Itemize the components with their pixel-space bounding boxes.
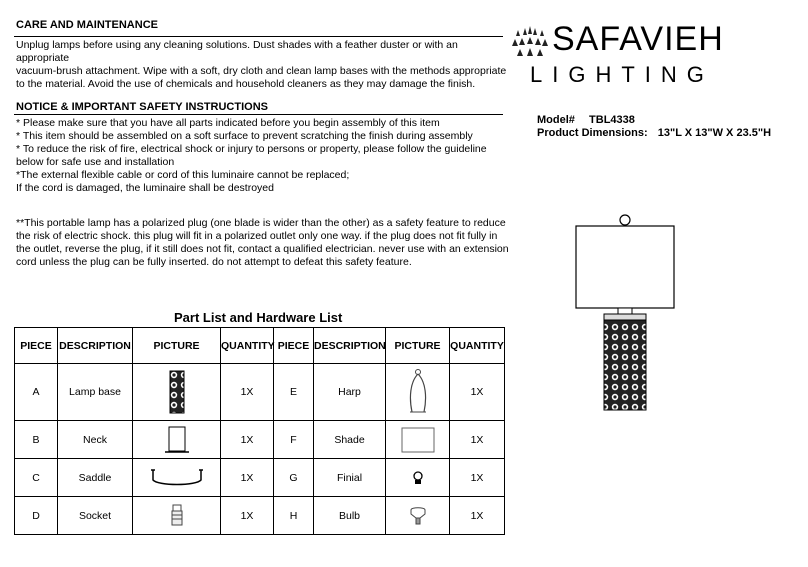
socket-icon xyxy=(170,504,184,528)
neck-icon xyxy=(163,425,191,455)
piece-cell: A xyxy=(15,364,58,421)
care-line: appropriate xyxy=(16,52,70,64)
notice-line: * To reduce the risk of fire, electrical shock or injury to persons or property, please follow the guideline xyxy=(16,143,487,155)
notice-line: If the cord is damaged, the luminaire shall be destroyed xyxy=(16,182,274,194)
notice-line: * This item should be assembled on a soft surface to prevent scratching the finish during assembly xyxy=(16,130,473,142)
description-cell: Bulb xyxy=(314,497,386,535)
harp-icon xyxy=(407,368,429,416)
notice-title: NOTICE & IMPORTANT SAFETY INSTRUCTIONS xyxy=(16,101,268,113)
care-line: vacuum-brush attachment. Wipe with a soft, dry cloth and clean lamp bases with the methods appropriate xyxy=(16,65,507,77)
bulb-icon xyxy=(409,506,427,526)
description-cell: Shade xyxy=(314,421,386,459)
header-description: DESCRIPTION xyxy=(314,328,386,364)
picture-cell xyxy=(386,364,450,421)
parts-title: Part List and Hardware List xyxy=(174,310,343,325)
description-cell: Lamp base xyxy=(58,364,133,421)
piece-cell: D xyxy=(15,497,58,535)
header-piece: PIECE xyxy=(274,328,314,364)
notice-text xyxy=(16,117,487,195)
piece-cell: B xyxy=(15,421,58,459)
header-quantity: QUANTITY xyxy=(221,328,274,364)
table-header-row xyxy=(15,328,505,364)
quantity-cell: 1X xyxy=(221,421,274,459)
care-line: to the material. Avoid the use of chemicals and household cleaners as they may damage the finish. xyxy=(16,78,476,90)
description-cell: Saddle xyxy=(58,459,133,497)
header-description: DESCRIPTION xyxy=(58,328,133,364)
quantity-cell: 1X xyxy=(450,364,505,421)
polarized-line: the risk of electric shock. this plug will fit in a polarized outlet only one way. if the plug does not fit fully in xyxy=(16,230,498,242)
header-picture: PICTURE xyxy=(386,328,450,364)
notice-rule xyxy=(14,114,503,115)
notice-line: * Please make sure that you have all parts indicated before you begin assembly of this item xyxy=(16,117,440,129)
piece-cell: F xyxy=(274,421,314,459)
quantity-cell: 1X xyxy=(221,459,274,497)
finial-icon xyxy=(412,471,424,485)
quantity-cell: 1X xyxy=(221,497,274,535)
polarized-text xyxy=(16,217,509,269)
table-row xyxy=(15,421,505,459)
description-cell: Socket xyxy=(58,497,133,535)
brand-name: SAFAVIEH xyxy=(552,20,724,58)
description-cell: Neck xyxy=(58,421,133,459)
picture-cell xyxy=(133,364,221,421)
picture-cell xyxy=(133,459,221,497)
brand-sub: LIGHTING xyxy=(530,62,714,87)
care-rule xyxy=(14,36,503,37)
parts-table xyxy=(14,327,505,535)
model-value: TBL4338 xyxy=(589,114,635,126)
model-label: Model# xyxy=(537,114,575,126)
dims-value: 13"L X 13"W X 23.5"H xyxy=(657,127,772,139)
table-row xyxy=(15,497,505,535)
piece-cell: E xyxy=(274,364,314,421)
polarized-line: cord unless the plug can be fully inserted. do not attempt to defeat this safety feature. xyxy=(16,256,412,268)
model-line xyxy=(537,114,635,126)
piece-cell: H xyxy=(274,497,314,535)
polarized-line: the outlet, reverse the plug, if it still does not fit, contact a qualified electrician. never use with an extension xyxy=(16,243,509,255)
quantity-cell: 1X xyxy=(221,364,274,421)
lamp-illustration xyxy=(570,212,680,412)
table-row xyxy=(15,364,505,421)
care-text xyxy=(16,39,506,91)
lamp-base-icon xyxy=(169,370,185,414)
dims-label: Product Dimensions: xyxy=(537,127,648,139)
care-line: Unplug lamps before using any cleaning solutions. Dust shades with a feather duster or with an xyxy=(16,39,458,51)
picture-cell xyxy=(386,459,450,497)
header-quantity: QUANTITY xyxy=(450,328,505,364)
polarized-line: **This portable lamp has a polarized plug (one blade is wider than the other) as a safety feature to reduce xyxy=(16,217,506,229)
quantity-cell: 1X xyxy=(450,459,505,497)
picture-cell xyxy=(386,497,450,535)
picture-cell xyxy=(386,421,450,459)
saddle-icon xyxy=(150,466,204,490)
dims-line xyxy=(537,127,771,139)
notice-line: *The external flexible cable or cord of this luminaire cannot be replaced; xyxy=(16,169,350,181)
header-piece: PIECE xyxy=(15,328,58,364)
notice-line: below for safe use and installation xyxy=(16,156,175,168)
care-title: CARE AND MAINTENANCE xyxy=(16,19,158,31)
description-cell: Finial xyxy=(314,459,386,497)
chandelier-logo-icon xyxy=(512,26,548,62)
picture-cell xyxy=(133,421,221,459)
quantity-cell: 1X xyxy=(450,497,505,535)
header-picture: PICTURE xyxy=(133,328,221,364)
description-cell: Harp xyxy=(314,364,386,421)
piece-cell: C xyxy=(15,459,58,497)
picture-cell xyxy=(133,497,221,535)
piece-cell: G xyxy=(274,459,314,497)
shade-icon xyxy=(401,426,435,454)
quantity-cell: 1X xyxy=(450,421,505,459)
table-row xyxy=(15,459,505,497)
